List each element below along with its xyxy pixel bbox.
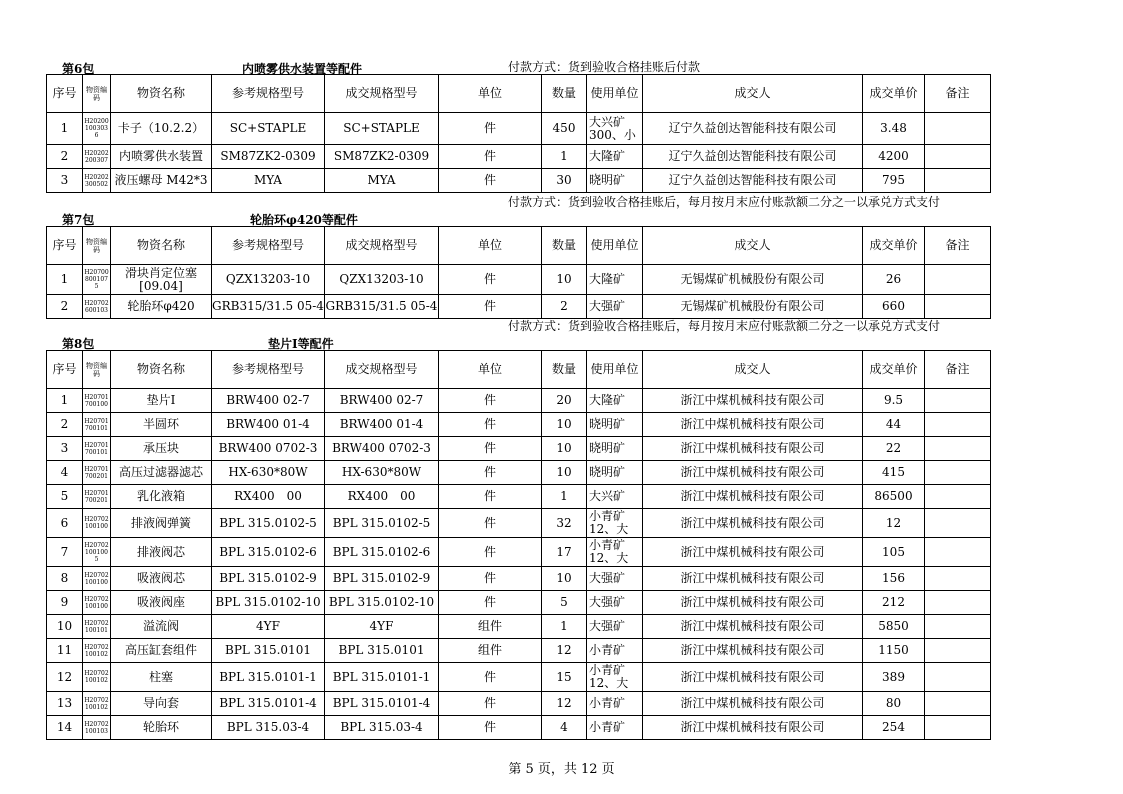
cell-qty: 12 [542, 639, 587, 663]
cell-unit: 件 [439, 538, 542, 567]
cell-remark [925, 169, 991, 193]
cell-user: 大兴矿 [587, 485, 643, 509]
cell-name: 半圆环 [111, 413, 212, 437]
table-row [47, 461, 991, 485]
cell-deal-spec: MYA [325, 169, 439, 193]
cell-seq: 14 [47, 716, 83, 740]
cell-user: 大隆矿 [587, 145, 643, 169]
header-qty: 数量 [542, 351, 587, 389]
cell-deal-spec: BPL 315.0101 [325, 639, 439, 663]
cell-name: 排液阀弹簧 [111, 509, 212, 538]
header-remark: 备注 [925, 75, 991, 113]
cell-unit: 件 [439, 461, 542, 485]
cell-price: 22 [863, 437, 925, 461]
header-name: 物资名称 [111, 351, 212, 389]
cell-name: 高压过滤器滤芯 [111, 461, 212, 485]
cell-deal-spec: QZX13203-10 [325, 265, 439, 295]
header-dealer: 成交人 [643, 227, 863, 265]
cell-price: 4200 [863, 145, 925, 169]
cell-seq: 1 [47, 389, 83, 413]
cell-qty: 10 [542, 265, 587, 295]
header-row [47, 351, 991, 389]
cell-ref-spec: BPL 315.0101-4 [212, 692, 325, 716]
cell-qty: 4 [542, 716, 587, 740]
cell-name: 轮胎环φ420 [111, 295, 212, 319]
cell-seq: 2 [47, 295, 83, 319]
cell-code: H20701700101 [83, 437, 111, 461]
header-code: 物资编码 [83, 227, 111, 265]
cell-dealer: 浙江中煤机械科技有限公司 [643, 615, 863, 639]
cell-deal-spec: GRB315/31.5 05-4 [325, 295, 439, 319]
cell-name: 滑块肖定位塞[09.04] [111, 265, 212, 295]
cell-qty: 30 [542, 169, 587, 193]
cell-user: 大强矿 [587, 615, 643, 639]
table-row [47, 485, 991, 509]
cell-seq: 3 [47, 169, 83, 193]
header-unit: 单位 [439, 75, 542, 113]
table-row [47, 538, 991, 567]
cell-user: 大强矿 [587, 567, 643, 591]
cell-unit: 件 [439, 485, 542, 509]
cell-seq: 2 [47, 145, 83, 169]
cell-code: H20702100103 [83, 716, 111, 740]
header-code: 物资编码 [83, 75, 111, 113]
header-remark: 备注 [925, 227, 991, 265]
cell-seq: 8 [47, 567, 83, 591]
cell-user: 晓明矿 [587, 169, 643, 193]
cell-deal-spec: SC+STAPLE [325, 113, 439, 145]
cell-dealer: 浙江中煤机械科技有限公司 [643, 461, 863, 485]
cell-price: 415 [863, 461, 925, 485]
cell-unit: 件 [439, 389, 542, 413]
cell-code: H20701700101 [83, 413, 111, 437]
header-row [47, 75, 991, 113]
cell-seq: 10 [47, 615, 83, 639]
table-row [47, 639, 991, 663]
cell-qty: 10 [542, 567, 587, 591]
cell-ref-spec: BPL 315.0102-6 [212, 538, 325, 567]
table-row [47, 113, 991, 145]
cell-ref-spec: SM87ZK2-0309 [212, 145, 325, 169]
payment-terms: 付款方式：货到验收合格挂账后，每月按月末应付账款额二分之一以承兑方式支付 [508, 195, 941, 209]
cell-dealer: 辽宁久益创达智能科技有限公司 [643, 113, 863, 145]
cell-user: 晓明矿 [587, 461, 643, 485]
cell-qty: 15 [542, 663, 587, 692]
cell-unit: 件 [439, 437, 542, 461]
cell-remark [925, 615, 991, 639]
cell-deal-spec: BRW400 0702-3 [325, 437, 439, 461]
cell-unit: 件 [439, 295, 542, 319]
cell-code: H20700800107 5 [83, 265, 111, 295]
table-row [47, 437, 991, 461]
cell-qty: 1 [542, 485, 587, 509]
cell-unit: 组件 [439, 615, 542, 639]
table-row [47, 591, 991, 615]
page-footer: 第 5 页，共 12 页 [508, 762, 615, 777]
payment-terms: 付款方式：货到验收合格挂账后，每月按月末应付账款额二分之一以承兑方式支付 [508, 319, 941, 333]
table-row [47, 413, 991, 437]
cell-price: 1150 [863, 639, 925, 663]
header-unit: 单位 [439, 351, 542, 389]
cell-dealer: 浙江中煤机械科技有限公司 [643, 663, 863, 692]
cell-deal-spec: BPL 315.0102-10 [325, 591, 439, 615]
cell-price: 5850 [863, 615, 925, 639]
cell-code: H20702100102 [83, 639, 111, 663]
package-subtitle: 轮胎环φ420等配件 [250, 213, 358, 227]
header-code: 物资编码 [83, 351, 111, 389]
cell-ref-spec: BPL 315.0101 [212, 639, 325, 663]
cell-user: 小青矿 [587, 692, 643, 716]
cell-qty: 32 [542, 509, 587, 538]
cell-remark [925, 639, 991, 663]
header-user: 使用单位 [587, 75, 643, 113]
cell-code: H20702100101 [83, 615, 111, 639]
cell-remark [925, 663, 991, 692]
cell-dealer: 浙江中煤机械科技有限公司 [643, 437, 863, 461]
cell-qty: 2 [542, 295, 587, 319]
header-ref-spec: 参考规格型号 [212, 227, 325, 265]
package-subtitle: 垫片Ⅰ等配件 [268, 337, 334, 351]
cell-ref-spec: MYA [212, 169, 325, 193]
header-price: 成交单价 [863, 351, 925, 389]
cell-ref-spec: BPL 315.0101-1 [212, 663, 325, 692]
cell-code: H20702100100 5 [83, 538, 111, 567]
cell-user: 小青矿 [587, 639, 643, 663]
cell-user: 小青矿 [587, 716, 643, 740]
cell-unit: 组件 [439, 639, 542, 663]
package-number: 第8包 [62, 337, 95, 351]
cell-ref-spec: 4YF [212, 615, 325, 639]
cell-unit: 件 [439, 413, 542, 437]
cell-qty: 450 [542, 113, 587, 145]
cell-ref-spec: BPL 315.0102-5 [212, 509, 325, 538]
cell-deal-spec: RX400 00 [325, 485, 439, 509]
cell-name: 高压缸套组件 [111, 639, 212, 663]
cell-remark [925, 413, 991, 437]
cell-deal-spec: BPL 315.0101-4 [325, 692, 439, 716]
cell-dealer: 浙江中煤机械科技有限公司 [643, 716, 863, 740]
cell-user: 小青矿 12、大 [587, 509, 643, 538]
cell-price: 80 [863, 692, 925, 716]
cell-name: 液压螺母 M42*3 [111, 169, 212, 193]
header-seq: 序号 [47, 227, 83, 265]
header-ref-spec: 参考规格型号 [212, 351, 325, 389]
table-row [47, 663, 991, 692]
cell-dealer: 无锡煤矿机械股份有限公司 [643, 265, 863, 295]
cell-unit: 件 [439, 265, 542, 295]
cell-user: 小青矿 12、大 [587, 663, 643, 692]
cell-seq: 3 [47, 437, 83, 461]
package-table [46, 226, 991, 319]
table-row [47, 567, 991, 591]
cell-remark [925, 716, 991, 740]
cell-deal-spec: BPL 315.0101-1 [325, 663, 439, 692]
cell-seq: 9 [47, 591, 83, 615]
cell-name: 吸液阀芯 [111, 567, 212, 591]
cell-ref-spec: BPL 315.03-4 [212, 716, 325, 740]
cell-price: 3.48 [863, 113, 925, 145]
header-user: 使用单位 [587, 351, 643, 389]
cell-code: H20702100100 [83, 591, 111, 615]
cell-dealer: 浙江中煤机械科技有限公司 [643, 509, 863, 538]
cell-price: 795 [863, 169, 925, 193]
cell-unit: 件 [439, 591, 542, 615]
cell-seq: 11 [47, 639, 83, 663]
package-number: 第6包 [62, 62, 95, 76]
payment-terms: 付款方式：货到验收合格挂账后付款 [508, 60, 701, 74]
header-unit: 单位 [439, 227, 542, 265]
cell-remark [925, 265, 991, 295]
cell-price: 212 [863, 591, 925, 615]
table-row [47, 295, 991, 319]
cell-seq: 13 [47, 692, 83, 716]
cell-remark [925, 567, 991, 591]
package-number: 第7包 [62, 213, 95, 227]
cell-ref-spec: BRW400 02-7 [212, 389, 325, 413]
cell-user: 大强矿 [587, 295, 643, 319]
cell-ref-spec: SC+STAPLE [212, 113, 325, 145]
cell-seq: 12 [47, 663, 83, 692]
cell-dealer: 浙江中煤机械科技有限公司 [643, 485, 863, 509]
cell-qty: 1 [542, 145, 587, 169]
cell-price: 44 [863, 413, 925, 437]
package-subtitle: 内喷雾供水装置等配件 [242, 62, 363, 76]
table-row [47, 145, 991, 169]
header-ref-spec: 参考规格型号 [212, 75, 325, 113]
cell-ref-spec: RX400 00 [212, 485, 325, 509]
cell-name: 乳化液箱 [111, 485, 212, 509]
cell-name: 卡子（10.2.2） [111, 113, 212, 145]
cell-ref-spec: BRW400 0702-3 [212, 437, 325, 461]
cell-unit: 件 [439, 145, 542, 169]
cell-dealer: 浙江中煤机械科技有限公司 [643, 692, 863, 716]
cell-ref-spec: QZX13203-10 [212, 265, 325, 295]
cell-seq: 5 [47, 485, 83, 509]
cell-unit: 件 [439, 169, 542, 193]
cell-qty: 10 [542, 461, 587, 485]
cell-qty: 12 [542, 692, 587, 716]
header-seq: 序号 [47, 75, 83, 113]
table-row [47, 169, 991, 193]
cell-seq: 1 [47, 113, 83, 145]
cell-dealer: 浙江中煤机械科技有限公司 [643, 389, 863, 413]
cell-code: H20701700201 [83, 461, 111, 485]
cell-remark [925, 461, 991, 485]
cell-remark [925, 145, 991, 169]
cell-user: 大兴矿 300、小 [587, 113, 643, 145]
cell-remark [925, 295, 991, 319]
cell-price: 254 [863, 716, 925, 740]
cell-name: 溢流阀 [111, 615, 212, 639]
cell-name: 吸液阀座 [111, 591, 212, 615]
cell-deal-spec: BRW400 01-4 [325, 413, 439, 437]
cell-price: 26 [863, 265, 925, 295]
cell-seq: 2 [47, 413, 83, 437]
cell-dealer: 无锡煤矿机械股份有限公司 [643, 295, 863, 319]
cell-deal-spec: SM87ZK2-0309 [325, 145, 439, 169]
cell-remark [925, 509, 991, 538]
cell-price: 9.5 [863, 389, 925, 413]
cell-price: 105 [863, 538, 925, 567]
table-row [47, 389, 991, 413]
cell-remark [925, 437, 991, 461]
header-price: 成交单价 [863, 75, 925, 113]
cell-unit: 件 [439, 716, 542, 740]
cell-deal-spec: HX-630*80W [325, 461, 439, 485]
cell-code: H20702100102 [83, 692, 111, 716]
header-deal-spec: 成交规格型号 [325, 75, 439, 113]
cell-qty: 17 [542, 538, 587, 567]
cell-code: H20701700201 [83, 485, 111, 509]
table-row [47, 509, 991, 538]
cell-ref-spec: GRB315/31.5 05-4 [212, 295, 325, 319]
cell-seq: 7 [47, 538, 83, 567]
cell-user: 大隆矿 [587, 265, 643, 295]
cell-deal-spec: BPL 315.0102-6 [325, 538, 439, 567]
cell-code: H20202200307 [83, 145, 111, 169]
cell-seq: 1 [47, 265, 83, 295]
header-name: 物资名称 [111, 227, 212, 265]
cell-code: H20702600103 [83, 295, 111, 319]
cell-ref-spec: BRW400 01-4 [212, 413, 325, 437]
cell-qty: 20 [542, 389, 587, 413]
cell-qty: 10 [542, 413, 587, 437]
cell-dealer: 浙江中煤机械科技有限公司 [643, 567, 863, 591]
cell-name: 承压块 [111, 437, 212, 461]
table-row [47, 265, 991, 295]
header-user: 使用单位 [587, 227, 643, 265]
cell-dealer: 浙江中煤机械科技有限公司 [643, 639, 863, 663]
cell-code: H20202300502 [83, 169, 111, 193]
cell-user: 晓明矿 [587, 437, 643, 461]
cell-dealer: 浙江中煤机械科技有限公司 [643, 591, 863, 615]
cell-code: H20701700100 [83, 389, 111, 413]
cell-remark [925, 485, 991, 509]
table-row [47, 716, 991, 740]
cell-qty: 10 [542, 437, 587, 461]
header-seq: 序号 [47, 351, 83, 389]
cell-qty: 1 [542, 615, 587, 639]
cell-name: 导向套 [111, 692, 212, 716]
cell-user: 小青矿 12、大 [587, 538, 643, 567]
cell-ref-spec: BPL 315.0102-10 [212, 591, 325, 615]
cell-unit: 件 [439, 663, 542, 692]
cell-deal-spec: 4YF [325, 615, 439, 639]
cell-dealer: 浙江中煤机械科技有限公司 [643, 413, 863, 437]
cell-remark [925, 692, 991, 716]
package-table [46, 350, 991, 740]
cell-name: 垫片Ⅰ [111, 389, 212, 413]
cell-price: 12 [863, 509, 925, 538]
cell-remark [925, 113, 991, 145]
cell-code: H20702100102 [83, 663, 111, 692]
package-table [46, 74, 991, 193]
cell-unit: 件 [439, 567, 542, 591]
cell-price: 86500 [863, 485, 925, 509]
cell-name: 柱塞 [111, 663, 212, 692]
table-row [47, 692, 991, 716]
cell-unit: 件 [439, 509, 542, 538]
cell-price: 156 [863, 567, 925, 591]
cell-remark [925, 591, 991, 615]
cell-seq: 4 [47, 461, 83, 485]
cell-unit: 件 [439, 113, 542, 145]
header-dealer: 成交人 [643, 75, 863, 113]
cell-remark [925, 538, 991, 567]
cell-price: 660 [863, 295, 925, 319]
header-price: 成交单价 [863, 227, 925, 265]
cell-user: 大隆矿 [587, 389, 643, 413]
cell-user: 晓明矿 [587, 413, 643, 437]
cell-code: H20702100100 [83, 567, 111, 591]
cell-deal-spec: BPL 315.0102-9 [325, 567, 439, 591]
cell-price: 389 [863, 663, 925, 692]
cell-dealer: 辽宁久益创达智能科技有限公司 [643, 145, 863, 169]
cell-remark [925, 389, 991, 413]
header-remark: 备注 [925, 351, 991, 389]
header-dealer: 成交人 [643, 351, 863, 389]
header-row [47, 227, 991, 265]
cell-name: 内喷雾供水装置 [111, 145, 212, 169]
header-deal-spec: 成交规格型号 [325, 227, 439, 265]
cell-code: H20702100100 [83, 509, 111, 538]
cell-deal-spec: BPL 315.03-4 [325, 716, 439, 740]
cell-dealer: 辽宁久益创达智能科技有限公司 [643, 169, 863, 193]
cell-name: 排液阀芯 [111, 538, 212, 567]
cell-deal-spec: BRW400 02-7 [325, 389, 439, 413]
header-qty: 数量 [542, 227, 587, 265]
cell-code: H20200100303 6 [83, 113, 111, 145]
cell-seq: 6 [47, 509, 83, 538]
cell-unit: 件 [439, 692, 542, 716]
header-name: 物资名称 [111, 75, 212, 113]
table-row [47, 615, 991, 639]
header-deal-spec: 成交规格型号 [325, 351, 439, 389]
cell-user: 大强矿 [587, 591, 643, 615]
cell-name: 轮胎环 [111, 716, 212, 740]
cell-qty: 5 [542, 591, 587, 615]
cell-deal-spec: BPL 315.0102-5 [325, 509, 439, 538]
cell-ref-spec: BPL 315.0102-9 [212, 567, 325, 591]
cell-dealer: 浙江中煤机械科技有限公司 [643, 538, 863, 567]
cell-ref-spec: HX-630*80W [212, 461, 325, 485]
header-qty: 数量 [542, 75, 587, 113]
